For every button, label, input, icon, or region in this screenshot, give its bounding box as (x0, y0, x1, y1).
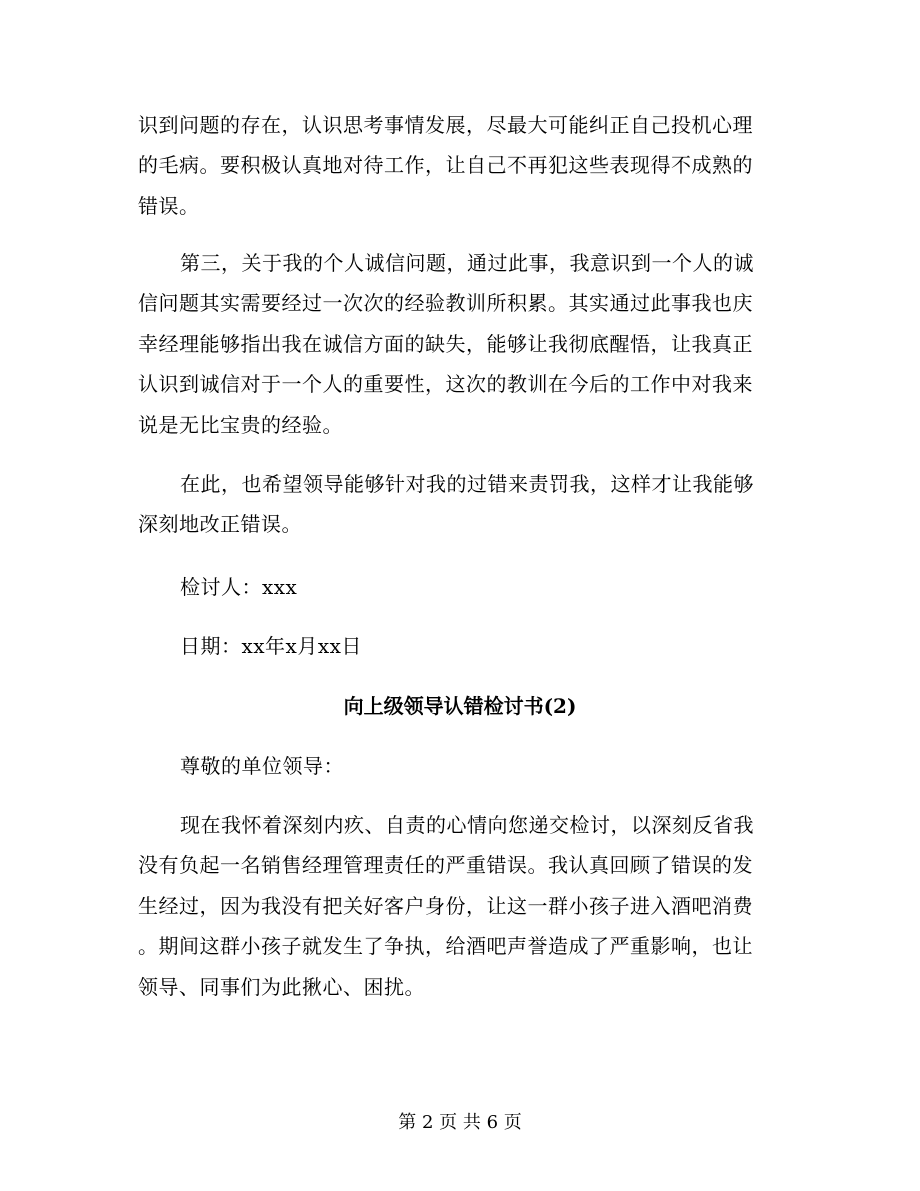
text-line: 。期间这群小孩子就发生了争执，给酒吧声誉造成了严重影响，也让 (138, 934, 753, 958)
text-line: 幸经理能够指出我在诚信方面的缺失，能够让我彻底醒悟，让我真正 (138, 332, 753, 356)
text-line: 深刻地改正错误。 (138, 512, 302, 536)
text-line: 识到问题的存在，认识思考事情发展，尽最大可能纠正自己投机心理 (138, 113, 753, 137)
text-line: 认识到诚信对于一个人的重要性，这次的教训在今后的工作中对我来 (138, 372, 753, 396)
text-line: 生经过，因为我没有把关好客户身份，让这一群小孩子进入酒吧消费 (138, 894, 753, 918)
text-line: 的毛病。要积极认真地对待工作，让自己不再犯这些表现得不成熟的 (138, 153, 753, 177)
page-number-footer: 第 2 页 共 6 页 (398, 1112, 522, 1133)
salutation: 尊敬的单位领导： (180, 754, 344, 778)
section-title: 向上级领导认错检讨书(2) (343, 694, 577, 718)
text-line: 错误。 (138, 194, 200, 218)
text-line: 在此，也希望领导能够针对我的过错来责罚我，这样才让我能够 (180, 472, 754, 496)
text-line: 说是无比宝贵的经验。 (138, 413, 343, 437)
text-line: 第三，关于我的个人诚信问题，通过此事，我意识到一个人的诚 (180, 251, 754, 275)
signature-line: 检讨人：xxx (180, 575, 298, 599)
text-line: 没有负起一名销售经理管理责任的严重错误。我认真回顾了错误的发 (138, 853, 753, 877)
text-line: 信问题其实需要经过一次次的经验教训所积累。其实通过此事我也庆 (138, 291, 753, 315)
date-line: 日期：xx年x月xx日 (180, 634, 362, 658)
text-line: 现在我怀着深刻内疚、自责的心情向您递交检讨，以深刻反省我 (180, 813, 754, 837)
text-line: 领导、同事们为此揪心、困扰。 (138, 975, 425, 999)
